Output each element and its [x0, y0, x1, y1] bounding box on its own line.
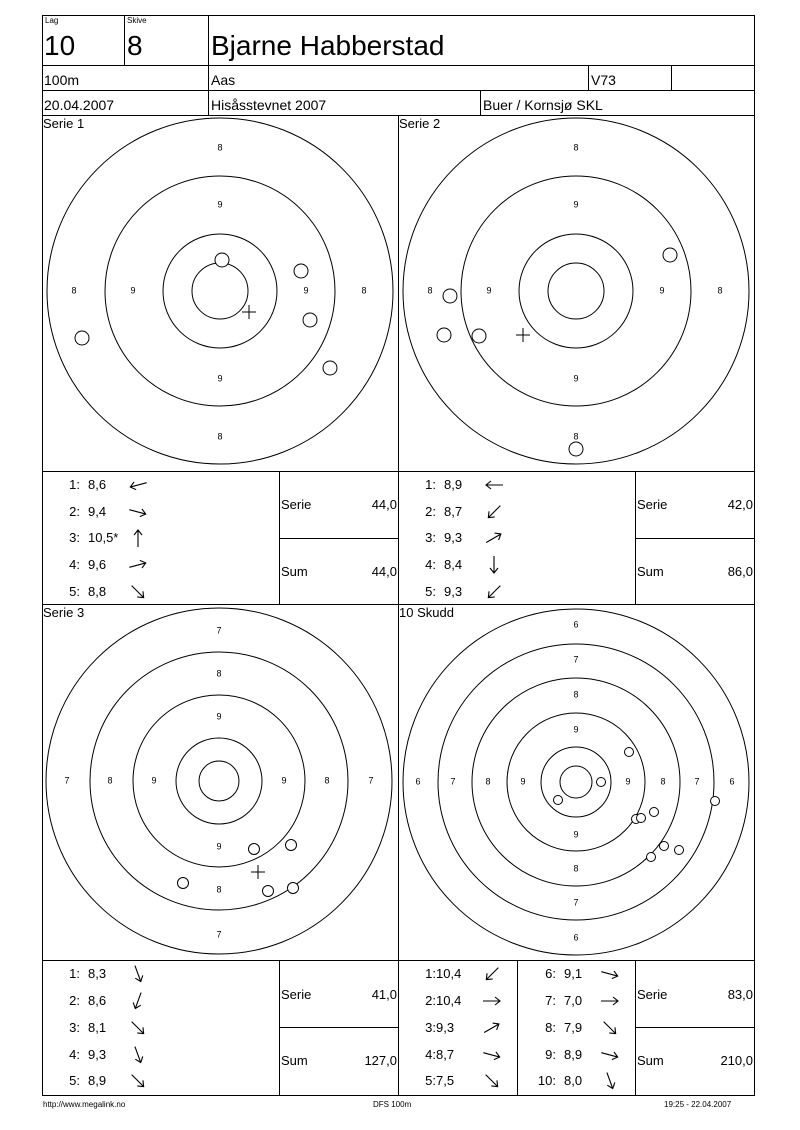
arrow-east-icon [482, 991, 502, 1011]
shot-value: 8,3 [88, 966, 107, 981]
mean-point-marker [251, 865, 265, 879]
shot-value: 7,9 [564, 1020, 583, 1035]
ring-label: 8 [107, 775, 113, 786]
lag-label: Lag [45, 16, 59, 25]
lag-value: 10 [44, 30, 76, 61]
ring-label: 9 [573, 199, 579, 210]
serie-label: Serie [281, 497, 312, 512]
shot-number: 1: [69, 966, 80, 981]
target-ring [560, 766, 592, 798]
target-ring [199, 761, 239, 801]
shot-value: 8,7 [444, 504, 463, 519]
shot-hole [443, 289, 457, 303]
ring-label: 6 [573, 932, 579, 943]
shot-value: 10,4 [436, 966, 462, 981]
shot-value: 9,6 [88, 557, 107, 572]
footer-program: DFS 100m [373, 1100, 412, 1109]
sum-value: 44,0 [371, 564, 397, 579]
shot-hole [263, 886, 274, 897]
shot-hole [569, 442, 583, 456]
ring-label: 9 [216, 711, 222, 722]
target-ring [438, 644, 714, 920]
footer-timestamp: 19:25 - 22.04.2007 [664, 1100, 732, 1109]
arrow-east-southeast-icon [128, 502, 148, 522]
arrow-southeast-icon [128, 1071, 148, 1091]
ring-label: 9 [520, 776, 526, 787]
sum-value: 86,0 [727, 564, 753, 579]
serie-label: Serie [281, 987, 312, 1002]
shot-number: 2: [425, 504, 436, 519]
ring-label: 8 [660, 776, 666, 787]
shot-value: 10,5* [88, 530, 119, 545]
ring-label: 8 [573, 431, 579, 442]
shot-number: 2: [69, 993, 80, 1008]
ring-label: 9 [573, 724, 579, 735]
ring-label: 7 [216, 625, 222, 636]
shot-hole [625, 748, 634, 757]
panel-title: Serie 1 [43, 116, 85, 131]
shot-hole [178, 878, 189, 889]
class-code: V73 [591, 72, 616, 88]
shot-value: 10,4 [436, 993, 462, 1008]
shot-number: 10: [537, 1073, 556, 1088]
ring-label: 9 [573, 829, 579, 840]
shot-value: 8,0 [564, 1073, 583, 1088]
ring-label: 6 [729, 776, 735, 787]
panel-title: Serie 3 [43, 605, 85, 620]
arrow-north-icon [128, 528, 148, 548]
arrow-southeast-icon [600, 1018, 620, 1038]
skive-label: Skive [127, 16, 147, 25]
sum-label: Sum [637, 564, 664, 579]
ring-label: 9 [659, 285, 665, 296]
shot-number: 4: [69, 557, 80, 572]
shot-number: 4: [425, 1047, 436, 1062]
arrow-south-southeast-icon [128, 964, 148, 984]
ring-label: 6 [415, 776, 421, 787]
arrow-east-southeast-icon [482, 1045, 502, 1065]
ring-label: 8 [361, 285, 367, 296]
ring-label: 8 [216, 668, 222, 679]
arrow-northeast-icon [482, 1018, 502, 1038]
shot-value: 7,5 [436, 1073, 455, 1088]
ring-label: 8 [427, 285, 433, 296]
shot-hole [294, 264, 308, 278]
shot-value: 8,6 [88, 993, 107, 1008]
shot-hole [650, 808, 659, 817]
ring-label: 7 [694, 776, 700, 787]
club-short: Aas [211, 72, 236, 88]
panel-title: 10 Skudd [399, 605, 454, 620]
ring-label: 7 [573, 654, 579, 665]
arrow-west-icon [484, 475, 504, 495]
arrow-east-northeast-icon [128, 555, 148, 575]
shot-hole [663, 248, 677, 262]
shot-hole [711, 797, 720, 806]
arrow-south-southwest-icon [128, 991, 148, 1011]
serie-value: 42,0 [727, 497, 753, 512]
serie-label: Serie [637, 497, 668, 512]
ring-label: 8 [717, 285, 723, 296]
shot-value: 8,8 [88, 584, 107, 599]
shot-value: 9,3 [444, 584, 463, 599]
ring-label: 8 [573, 863, 579, 874]
shot-number: 5: [69, 584, 80, 599]
shot-hole [637, 814, 646, 823]
shot-value: 9,3 [436, 1020, 455, 1035]
ring-label: 9 [625, 776, 631, 787]
sum-value: 210,0 [720, 1053, 753, 1068]
shot-value: 9,1 [564, 966, 583, 981]
target-ring [461, 176, 691, 406]
shot-value: 9,3 [444, 530, 463, 545]
shot-value: 9,4 [88, 504, 107, 519]
shooter-name: Bjarne Habberstad [211, 30, 445, 61]
ring-label: 9 [486, 285, 492, 296]
distance: 100m [44, 72, 80, 88]
shot-number: 3: [425, 530, 436, 545]
ring-label: 8 [573, 142, 579, 153]
ring-label: 8 [217, 431, 223, 442]
ring-label: 9 [573, 373, 579, 384]
shot-hole [215, 253, 229, 267]
shot-number: 3: [69, 1020, 80, 1035]
arrow-southeast-icon [128, 1018, 148, 1038]
shot-hole [437, 328, 451, 342]
skive-value: 8 [127, 30, 143, 61]
shot-number: 4: [69, 1047, 80, 1062]
arrow-south-southeast-icon [600, 1071, 620, 1091]
ring-label: 9 [281, 775, 287, 786]
ring-label: 7 [64, 775, 70, 786]
shot-number: 4: [425, 557, 436, 572]
ring-label: 9 [130, 285, 136, 296]
sum-label: Sum [281, 1053, 308, 1068]
shot-number: 2: [425, 993, 436, 1008]
shot-value: 8,6 [88, 477, 107, 492]
target-ring [105, 176, 335, 406]
shot-number: 1: [69, 477, 80, 492]
shot-hole [660, 842, 669, 851]
shot-number: 1: [425, 966, 436, 981]
ring-label: 8 [324, 775, 330, 786]
shot-value: 8,9 [88, 1073, 107, 1088]
arrow-southwest-icon [482, 964, 502, 984]
target-ring [519, 234, 633, 348]
target-ring [47, 118, 393, 464]
arrow-south-icon [484, 555, 504, 575]
panel-title: Serie 2 [399, 116, 441, 131]
shot-number: 5: [69, 1073, 80, 1088]
shot-number: 2: [69, 504, 80, 519]
serie-value: 41,0 [371, 987, 397, 1002]
shot-number: 5: [425, 584, 436, 599]
shot-hole [597, 778, 606, 787]
shot-value: 8,7 [436, 1047, 455, 1062]
shot-hole [472, 329, 486, 343]
shot-hole [249, 844, 260, 855]
ring-label: 8 [573, 689, 579, 700]
shot-hole [554, 796, 563, 805]
arrow-southwest-icon [484, 502, 504, 522]
arrow-southeast-icon [128, 582, 148, 602]
ring-label: 8 [216, 884, 222, 895]
shot-hole [675, 846, 684, 855]
ring-label: 7 [450, 776, 456, 787]
ring-label: 9 [216, 841, 222, 852]
ring-label: 8 [71, 285, 77, 296]
target-ring [46, 608, 392, 954]
arrow-east-southeast-icon [600, 1045, 620, 1065]
shot-value: 8,1 [88, 1020, 107, 1035]
sum-label: Sum [281, 564, 308, 579]
event-name: Hisåsstevnet 2007 [211, 97, 327, 113]
sum-value: 127,0 [364, 1053, 397, 1068]
target-ring [163, 234, 277, 348]
ring-label: 7 [368, 775, 374, 786]
shot-number: 7: [545, 993, 556, 1008]
sum-label: Sum [637, 1053, 664, 1068]
date: 20.04.2007 [44, 97, 115, 113]
ring-label: 7 [573, 897, 579, 908]
target-ring [90, 652, 348, 910]
ring-label: 6 [573, 619, 579, 630]
arrow-east-southeast-icon [600, 964, 620, 984]
shot-hole [647, 853, 656, 862]
serie-label: Serie [637, 987, 668, 1002]
shot-value: 8,4 [444, 557, 463, 572]
arrow-southwest-icon [484, 582, 504, 602]
shot-value: 8,9 [444, 477, 463, 492]
target-ring [192, 263, 248, 319]
ring-label: 9 [217, 199, 223, 210]
shot-value: 8,9 [564, 1047, 583, 1062]
ring-label: 9 [217, 373, 223, 384]
arrow-west-southwest-icon [128, 475, 148, 495]
mean-point-marker [242, 305, 256, 319]
shot-number: 6: [545, 966, 556, 981]
shot-hole [323, 361, 337, 375]
shot-hole [303, 313, 317, 327]
target-ring [548, 263, 604, 319]
shot-value: 9,3 [88, 1047, 107, 1062]
shot-hole [75, 331, 89, 345]
shot-hole [286, 840, 297, 851]
serie-value: 83,0 [727, 987, 753, 1002]
ring-label: 8 [217, 142, 223, 153]
arrow-east-icon [600, 991, 620, 1011]
shot-number: 8: [545, 1020, 556, 1035]
mean-point-marker [516, 328, 530, 342]
shot-number: 3: [69, 530, 80, 545]
arrow-southeast-icon [482, 1071, 502, 1091]
ring-label: 9 [303, 285, 309, 296]
ring-label: 8 [485, 776, 491, 787]
shot-value: 7,0 [564, 993, 583, 1008]
ring-label: 7 [216, 929, 222, 940]
shot-number: 5: [425, 1073, 436, 1088]
shot-number: 9: [545, 1047, 556, 1062]
target-ring [176, 738, 262, 824]
arrow-northeast-icon [484, 528, 504, 548]
ring-label: 9 [151, 775, 157, 786]
arrow-south-southeast-icon [128, 1045, 148, 1065]
serie-value: 44,0 [371, 497, 397, 512]
shot-number: 1: [425, 477, 436, 492]
club-name: Buer / Kornsjø SKL [483, 97, 603, 113]
footer-url[interactable]: http://www.megalink.no [43, 1100, 126, 1109]
shot-number: 3: [425, 1020, 436, 1035]
shot-hole [288, 883, 299, 894]
